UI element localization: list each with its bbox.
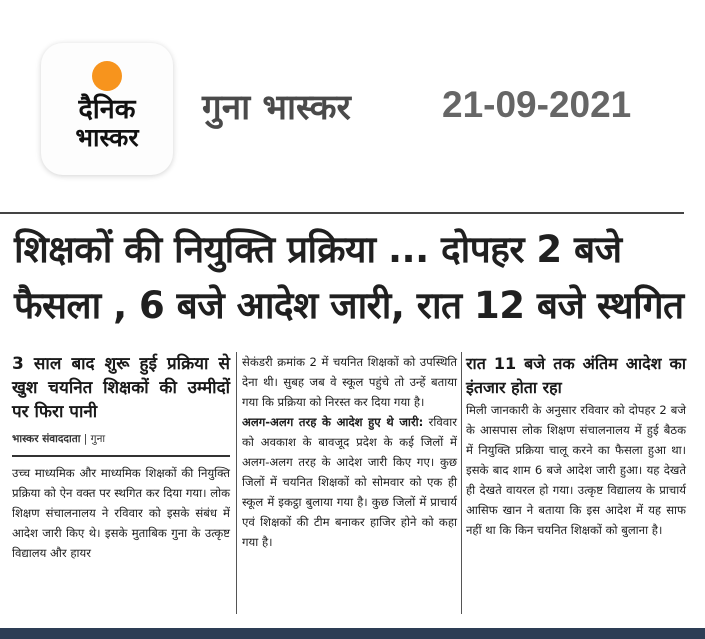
article-column-2: [242, 352, 457, 552]
edition-name: गुना भास्कर: [202, 88, 351, 128]
headline-line-1: शिक्षकों की नियुक्ति प्रक्रिया ... दोपहर 2 बजे: [14, 228, 622, 271]
column-2-body-1: सेकंडरी क्रमांक 2 में चयनित शिक्षकों को उपस्थिति देना थी। सुबह जब वे स्कूल पहुंचे तो उन्हें बताया गया कि प्रक्रिया को निरस्त कर दिया गया है।: [242, 355, 457, 409]
article-headline: [14, 222, 694, 334]
column-3-body: मिली जानकारी के अनुसार रविवार को दोपहर 2 बजे के आसपास लोक शिक्षण संचालनालय में हुई बैठक में नियुक्ति प्रक्रिया चालू करने का फैसला हुआ था। इसके बाद शाम 6 बजे आदेश जारी हुआ। यह देखते ही देखते वायरल हो गया। उत्कृष्ट विद्यालय के प्राचार्य आसिफ खान ने बताया कि इस आदेश में यह साफ नहीं था कि किन चयनित शिक्षकों को बुलाना है।: [466, 403, 686, 537]
column-2-subheading: अलग-अलग तरह के आदेश हुए थे जारी:: [242, 415, 424, 429]
column-divider-2: [461, 352, 462, 614]
sun-icon: [92, 61, 122, 91]
byline-name: भास्कर संवाददाता: [12, 433, 81, 445]
top-divider: [0, 212, 684, 214]
article-column-3: [466, 352, 686, 540]
column-divider-1: [236, 352, 237, 614]
byline-place: | गुना: [83, 433, 106, 445]
column-1-body: उच्च माध्यमिक और माध्यमिक शिक्षकों की नियुक्ति प्रक्रिया को ऐन वक्त पर स्थगित कर दिया गया। लोक शिक्षण संचालनालय ने रविवार को इसके संबंध में आदेश जारी किए थे। इसके मुताबिक गुना के उत्कृष्ट विद्यालय और हायर: [12, 466, 230, 560]
column-1-divider: [12, 455, 230, 457]
logo-text-bhaskar: भास्कर: [75, 123, 139, 152]
dainik-bhaskar-logo: [41, 43, 173, 175]
logo-text-dainik: दैनिक: [78, 94, 136, 125]
column-3-subheading: रात 11 बजे तक अंतिम आदेश का इंतजार होता रहा: [466, 354, 686, 397]
bottom-bar: [0, 628, 705, 639]
column-1-subheading: 3 साल बाद शुरू हुई प्रक्रिया से खुश चयनित शिक्षकों की उम्मीदों पर फिरा पानी: [12, 354, 230, 422]
column-2-paragraph-2: [242, 412, 457, 552]
column-2-body-2: रविवार को अवकाश के बावजूद प्रदेश के कई जिलों में अलग-अलग तरह के आदेश जारी किए गए। कुछ जिलों में चयनित शिक्षकों को सोमवार को एक ही स्कूल में इकट्ठा बुलाया गया है। कुछ जिलों में प्राचार्य एवं शिक्षकों की टीम बनाकर हाजिर होने को कहा गया है।: [242, 415, 457, 549]
byline: [12, 431, 230, 447]
edition-date: 21-09-2021: [442, 84, 632, 125]
article-column-1: [12, 352, 230, 563]
headline-line-2: फैसला , 6 बजे आदेश जारी, रात 12 बजे स्थगित: [14, 284, 684, 327]
